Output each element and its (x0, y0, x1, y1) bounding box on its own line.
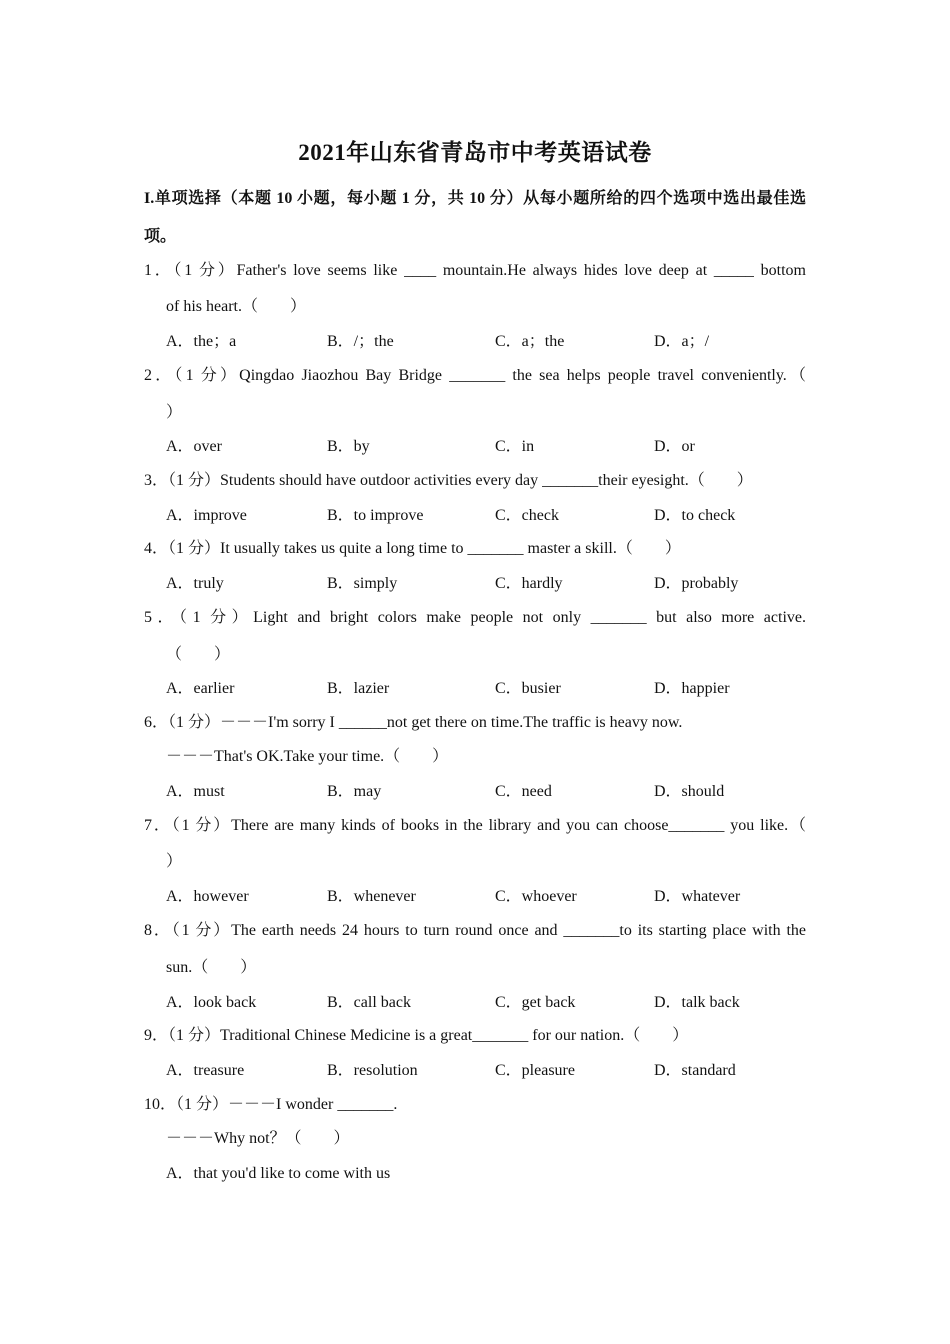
question-4-text: 4．（1 分）It usually takes us quite a long time to _______ master a skill.（ ） (144, 540, 681, 557)
question-5-option-b: B．lazier (327, 680, 390, 697)
question-2-text: 2．（1 分）Qingdao Jiaozhou Bay Bridge _______ the sea helps people travel conveniently.（ (144, 367, 806, 384)
question-8-option-d: D．talk back (654, 994, 740, 1011)
question-5-option-a: A．earlier (166, 680, 235, 697)
question-7-option-a: A．however (166, 888, 249, 905)
question-1-text: 1．（1 分）Father's love seems like ____ mountain.He always hides love deep at _____ bottom (144, 262, 806, 279)
question-3-option-b: B．to improve (327, 507, 424, 524)
question-5-option-d: D．happier (654, 680, 730, 697)
question-1-option-c: C．a；the (495, 333, 565, 350)
question-5-text: 5．（1 分）Light and bright colors make people not only _______ but also more active. (144, 609, 806, 626)
question-2-option-d: D．or (654, 438, 695, 455)
question-8-text: 8．（1 分）The earth needs 24 hours to turn round once and _______to its starting place with the (144, 922, 806, 939)
question-2-option-a: A．over (166, 438, 222, 455)
question-9-text: 9．（1 分）Traditional Chinese Medicine is a great_______ for our nation.（ ） (144, 1027, 689, 1044)
question-7-option-b: B．whenever (327, 888, 416, 905)
question-2-option-c: C．in (495, 438, 535, 455)
question-2-option-b: B．by (327, 438, 370, 455)
question-3-option-d: D．to check (654, 507, 736, 524)
question-7-text: 7．（1 分）There are many kinds of books in the library and you can choose_______ you like.（ (144, 817, 806, 834)
question-10-text: 10．（1 分）－－－I wonder _______. (144, 1096, 398, 1113)
question-10-text-cont: －－－Why not？（ ） (166, 1130, 350, 1147)
question-7-option-d: D．whatever (654, 888, 741, 905)
question-4-option-a: A．truly (166, 575, 224, 592)
question-6-option-a: A．must (166, 783, 225, 800)
question-6-option-d: D．should (654, 783, 725, 800)
question-3-text: 3．（1 分）Students should have outdoor activities every day _______their eyesight.（ ） (144, 472, 753, 489)
question-6-text: 6．（1 分）－－－I'm sorry I ______not get there on time.The traffic is heavy now. (144, 714, 683, 731)
question-7-text-cont: ） (166, 853, 183, 870)
question-4-option-b: B．simply (327, 575, 398, 592)
question-4-option-d: D．probably (654, 575, 739, 592)
question-7-option-c: C．whoever (495, 888, 577, 905)
question-9-option-a: A．treasure (166, 1062, 245, 1079)
question-2-text-cont: ） (166, 404, 183, 421)
question-5-option-c: C．busier (495, 680, 561, 697)
question-6-text-cont: －－－That's OK.Take your time.（ ） (166, 748, 449, 765)
question-6-option-b: B．may (327, 783, 382, 800)
question-8-option-c: C．get back (495, 994, 576, 1011)
page-title: 2021年山东省青岛市中考英语试卷 (298, 140, 652, 165)
question-9-option-d: D．standard (654, 1062, 736, 1079)
question-9-option-c: C．pleasure (495, 1062, 575, 1079)
question-3-option-c: C．check (495, 507, 559, 524)
question-3-option-a: A．improve (166, 507, 247, 524)
question-1-option-b: B．/；the (327, 333, 394, 350)
question-8-option-b: B．call back (327, 994, 411, 1011)
question-1-option-d: D．a；/ (654, 333, 710, 350)
question-1-option-a: A．the；a (166, 333, 237, 350)
section-heading: I.单项选择（本题 10 小题，每小题 1 分，共 10 分）从每小题所给的四个选项中选出最佳选项。 (144, 190, 806, 245)
question-8-option-a: A．look back (166, 994, 257, 1011)
question-8-text-cont: sun.（ ） (166, 959, 257, 976)
question-9-option-b: B．resolution (327, 1062, 418, 1079)
question-5-text-cont: （ ） (166, 646, 231, 663)
question-1-text-cont: of his heart.（ ） (166, 298, 306, 315)
question-6-option-c: C．need (495, 783, 552, 800)
question-4-option-c: C．hardly (495, 575, 563, 592)
question-10-option-a: A．that you'd like to come with us (166, 1165, 391, 1182)
